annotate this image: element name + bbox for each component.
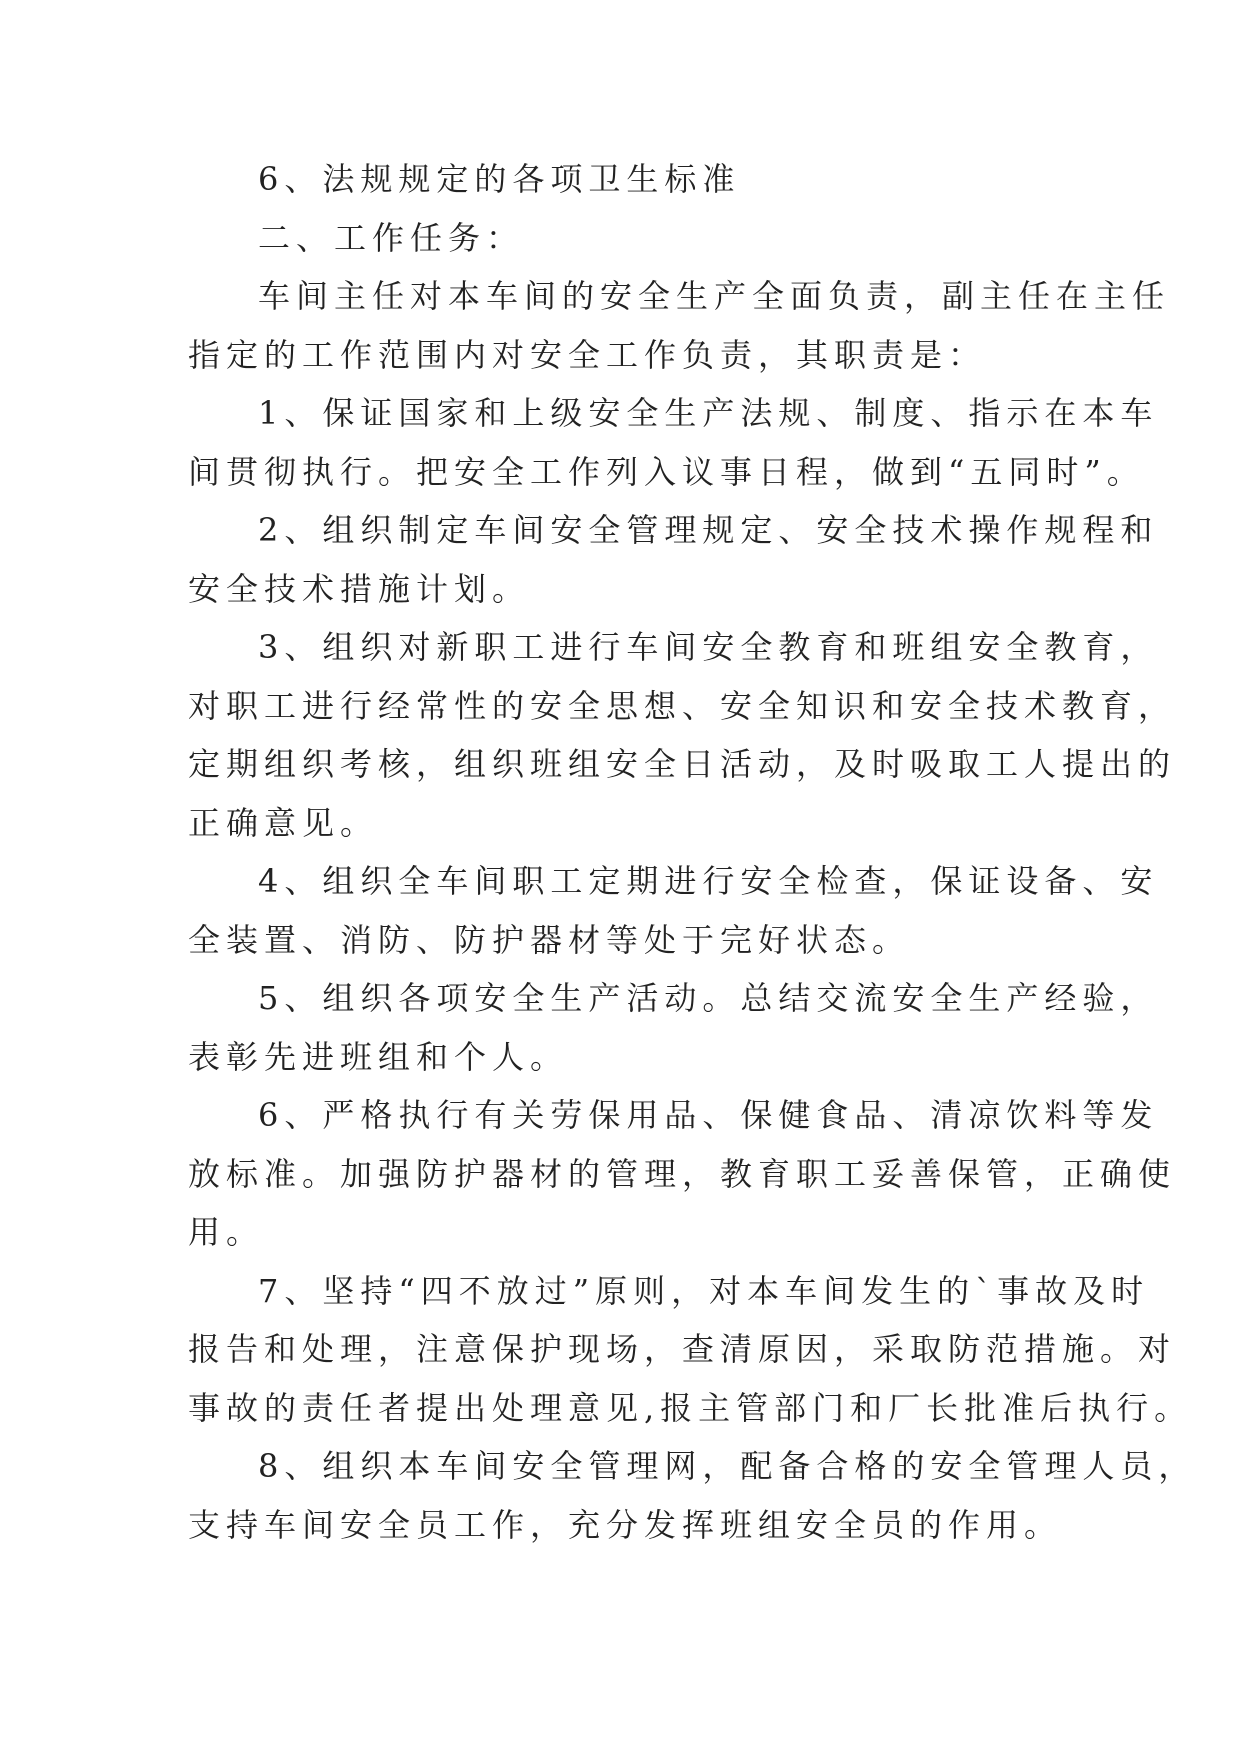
text-line: 报告和处理，注意保护现场，查清原因，采取防范措施。对 <box>188 1330 1177 1368</box>
text-line: 5、组织各项安全生产活动。总结交流安全生产经验， <box>258 979 1159 1017</box>
text-line: 7、坚持“四不放过”原则，对本车间发生的`事故及时 <box>258 1271 1150 1310</box>
text-line: 间贯彻执行。把安全工作列入议事日程，做到“五同时”。 <box>188 452 1145 491</box>
text-line: 放标准。加强防护器材的管理，教育职工妥善保管，正确使 <box>188 1154 1177 1193</box>
text-line: 用。 <box>188 1213 265 1251</box>
document-body <box>188 154 1197 1558</box>
text-line: 8、组织本车间安全管理网，配备合格的安全管理人员， <box>258 1447 1197 1485</box>
text-line: 指定的工作范围内对安全工作负责，其职责是： <box>188 335 987 374</box>
text-line: 2、组织制定车间安全管理规定、安全技术操作规程和 <box>258 511 1159 549</box>
text-line: 安全技术措施计划。 <box>188 569 531 608</box>
text-line: 对职工进行经常性的安全思想、安全知识和安全技术教育， <box>188 686 1177 725</box>
text-line: 表彰先进班组和个人。 <box>188 1037 569 1076</box>
text-line: 6、严格执行有关劳保用品、保健食品、清凉饮料等发 <box>258 1096 1159 1134</box>
text-line: 3、组织对新职工进行车间安全教育和班组安全教育， <box>258 628 1159 666</box>
text-line: 事故的责任者提出处理意见,报主管部门和厂长批准后执行。 <box>188 1388 1193 1427</box>
text-line: 正确意见。 <box>188 803 379 842</box>
text-line: 6、法规规定的各项卫生标准 <box>258 160 741 198</box>
text-line: 车间主任对本车间的安全生产全面负责，副主任在主任 <box>258 277 1171 315</box>
text-line: 支持车间安全员工作，充分发挥班组安全员的作用。 <box>188 1505 1063 1544</box>
text-line: 4、组织全车间职工定期进行安全检查，保证设备、安 <box>258 862 1159 900</box>
text-line: 全装置、消防、防护器材等处于完好状态。 <box>188 920 911 959</box>
text-line: 1、保证国家和上级安全生产法规、制度、指示在本车 <box>258 394 1159 432</box>
section-heading: 二、工作任务： <box>258 218 525 257</box>
text-line: 定期组织考核，组织班组安全日活动，及时吸取工人提出的 <box>188 745 1177 783</box>
